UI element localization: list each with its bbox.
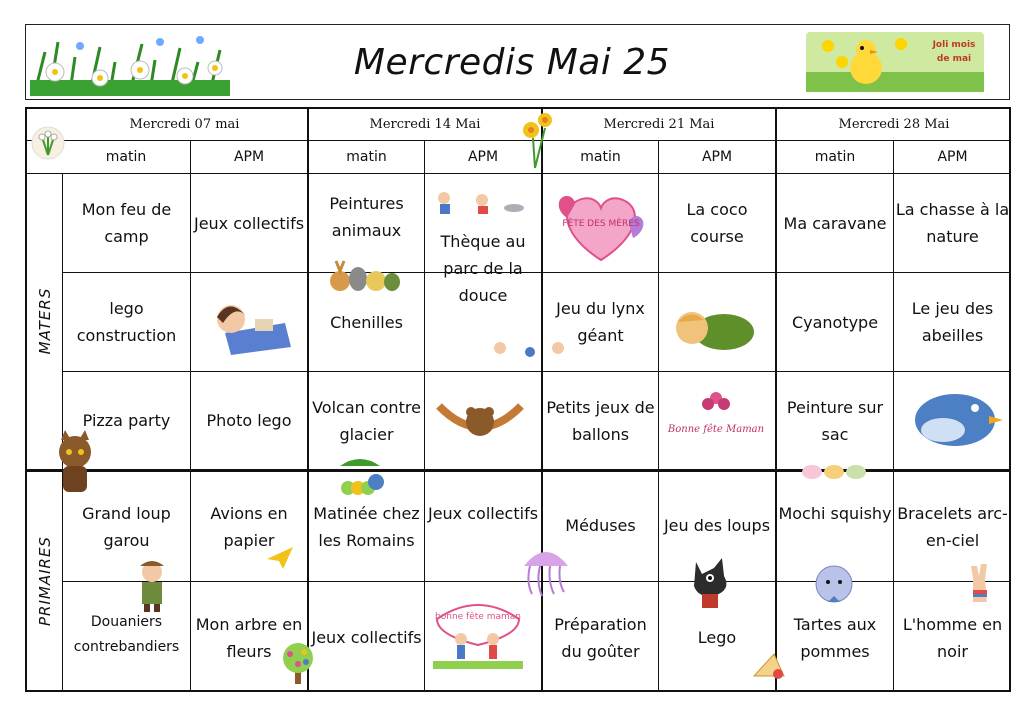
period-header: APM: [233, 148, 265, 165]
caterpillar-icon: [336, 456, 386, 500]
chick-badge: [806, 32, 984, 92]
activity-cell: Jeux collectifs: [193, 213, 305, 233]
activity-cell: Méduses: [565, 516, 636, 535]
period-header: matin: [580, 148, 621, 165]
period-header: APM: [701, 148, 733, 165]
section-label-primaires: PRIMAIRES: [36, 536, 54, 626]
activity-cell: Thèque au parc de la douce: [440, 231, 526, 305]
day-header: Mercredi 14 Mai: [369, 116, 481, 132]
flowers-decoration: [30, 32, 230, 96]
day-header: Mercredi 21 Mai: [603, 116, 715, 132]
activity-cell: Ma caravane: [783, 213, 887, 233]
day-header: Mercredi 07 mai: [129, 116, 240, 132]
bonne-fete-text: Bonne fête Maman: [667, 424, 765, 435]
daffodil-icon: [515, 110, 555, 170]
pie-slice-icon: [752, 650, 788, 682]
activity-cell: Jeux collectifs: [427, 504, 539, 523]
family-drawing-icon: [433, 595, 523, 671]
activity-cell: La coco course: [686, 200, 748, 246]
explorer-boy-icon: [128, 558, 178, 614]
blue-bird-icon: [905, 382, 1005, 452]
activity-cell: Lego: [697, 627, 737, 647]
activity-cell: Matinée chez les Romains: [313, 504, 420, 550]
activity-cell: Jeu du lynx géant: [556, 299, 645, 345]
activity-cell: Petits jeux de ballons: [546, 397, 655, 444]
animals-icon: [326, 255, 402, 295]
activity-cell: Bracelets arc-en-ciel: [897, 504, 1008, 550]
bonne-fete-maman-icon: [667, 388, 765, 452]
activity-cell: Tartes aux pommes: [793, 614, 877, 661]
activity-cell: Douaniers contrebandiers: [73, 614, 180, 655]
activity-cell: Volcan contre glacier: [312, 397, 421, 444]
period-header: matin: [346, 148, 387, 165]
fete-des-meres-text: FÊTE DES MÈRES: [562, 219, 640, 229]
period-header: APM: [467, 148, 499, 165]
period-header: matin: [814, 148, 856, 165]
hearts-icon: [553, 178, 649, 266]
activity-cell: Mon arbre en fleurs: [195, 614, 303, 661]
activity-cell: Jeux collectifs: [311, 628, 422, 647]
activity-cell: Avions en papier: [210, 504, 288, 550]
period-header: APM: [937, 148, 968, 165]
activity-cell: Chenilles: [330, 312, 403, 332]
werewolf-icon: [45, 430, 105, 496]
kids-ball-icon: [490, 338, 570, 362]
flower-tree-icon: [278, 640, 318, 686]
bear-hammock-icon: [435, 392, 525, 452]
flower-bouquet-icon: [30, 125, 66, 161]
round-face-icon: [812, 562, 856, 606]
activity-cell: La chasse à la nature: [895, 200, 1010, 246]
hand-bracelet-icon: [965, 562, 993, 604]
activity-cell: lego construction: [76, 299, 177, 345]
activity-cell: Peintures animaux: [329, 194, 404, 240]
activity-cell: Photo lego: [206, 411, 292, 430]
activity-cell: Le jeu des abeilles: [911, 299, 994, 345]
activity-cell: Mon feu de camp: [81, 200, 172, 246]
sleeping-child-icon: [668, 298, 760, 356]
sleeping-girl-icon: [205, 293, 295, 357]
activity-cell: Mochi squishy: [778, 504, 892, 523]
kids-playing-icon: [432, 186, 528, 216]
bonne-fete-maman-text: bonne fête maman: [435, 612, 521, 622]
activity-cell: Jeu des loups: [663, 516, 771, 535]
activity-cell: Pizza party: [82, 411, 171, 430]
activity-cell: Cyanotype: [791, 312, 879, 332]
activity-cell: L'homme en noir: [902, 614, 1003, 661]
activity-cell: Préparation du goûter: [554, 614, 647, 661]
page-title: Mercredis Mai 25: [353, 42, 671, 83]
macarons-icon: [800, 462, 868, 482]
period-header: matin: [105, 148, 147, 165]
section-label-maters: MATERS: [36, 287, 54, 355]
wolf-icon: [684, 556, 736, 612]
badge-text: Joli mois de mai: [932, 40, 976, 64]
paper-plane-icon: [265, 545, 295, 571]
jellyfish-icon: [518, 542, 574, 598]
activity-cell: Peinture sur sac: [786, 397, 884, 444]
activity-cell: Grand loup garou: [82, 504, 171, 550]
day-header: Mercredi 28 Mai: [838, 116, 950, 132]
